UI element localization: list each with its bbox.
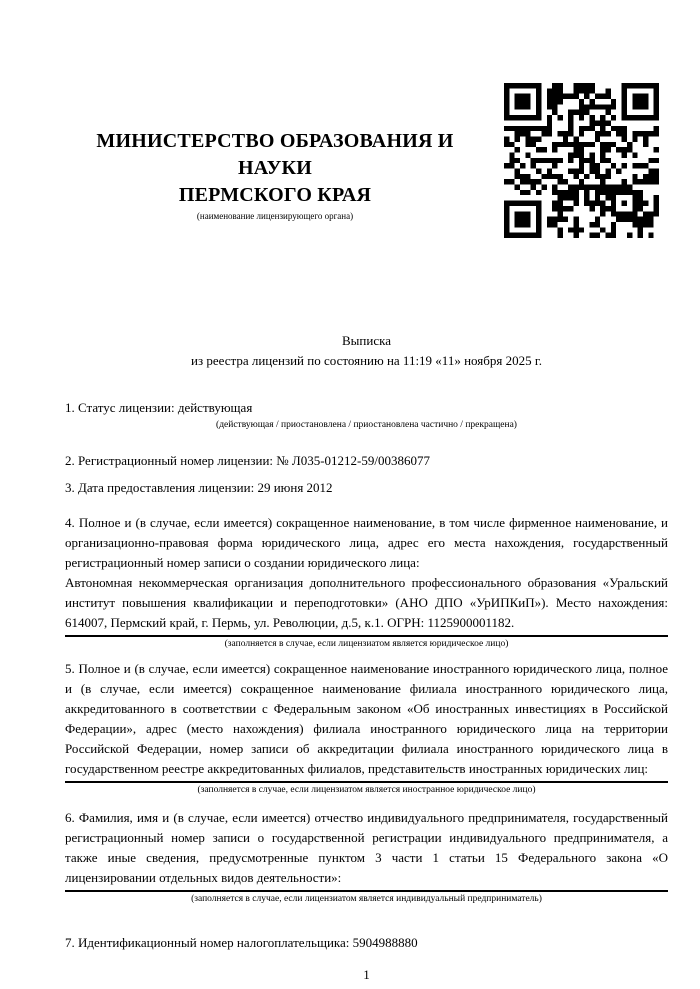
licensing-authority-header (65, 128, 485, 223)
legal-entity-note: (заполняется в случае, если лицензиатом является юридическое лицо) (224, 639, 509, 649)
foreign-entity-note: (заполняется в случае, если лицензиатом является иностранное юридическое лицо) (197, 785, 536, 795)
document-title-line1: Выписка (342, 333, 391, 348)
item-license-grant-date: 3. Дата предоставления лицензии: 29 июня 2012 (65, 480, 333, 495)
legal-entity-label: 4. Полное и (в случае, если имеется) сокращенное наименование, в том числе фирменное наименование, и организационно-правовая форма юридического лица, адрес его места нахождения, государственный регистрационный номер записи о создании юридического лица: (65, 515, 668, 570)
ministry-name-line1: МИНИСТЕРСТВО ОБРАЗОВАНИЯ И НАУКИ (96, 130, 454, 179)
legal-entity-value: Автономная некоммерческая организация дополнительного профессионального образования «Уральский институт повышения квалификации и переподготовки» (АНО ДПО «УрИПКиП»). Место нахождения: 614007, Пермский край, г. Пермь, ул. Революции, д.5, к.1. ОГРН: 1125900001182. (65, 575, 668, 630)
item-individual-entrepreneur (65, 808, 668, 906)
item-registration-number: 2. Регистрационный номер лицензии: № Л035-01212-59/00386077 (65, 453, 431, 468)
licensing-authority-caption: (наименование лицензирующего органа) (196, 211, 354, 221)
item-taxpayer-id: 7. Идентификационный номер налогоплательщика: 5904988880 (65, 935, 418, 950)
item-foreign-entity (65, 659, 668, 797)
individual-entrepreneur-label: 6. Фамилия, имя и (в случае, если имеется) отчество индивидуального предпринимателя, государственный регистрационный номер записи о государственной регистрации индивидуального предпринимателя, а также иные сведения, предусмотренные пунктом 3 части 1 статьи 15 Федерального закона «О лицензировании отдельных видов деятельности»: (65, 810, 668, 885)
individual-entrepreneur-note: (заполняется в случае, если лицензиатом является индивидуальный предприниматель) (191, 894, 542, 904)
item-license-status (65, 398, 668, 432)
document-title-line2: из реестра лицензий по состоянию на 11:19 «11» ноября 2025 г. (191, 353, 542, 368)
page-number: 1 (363, 967, 370, 982)
foreign-entity-label: 5. Полное и (в случае, если имеется) сокращенное наименование иностранного юридического лица, полное и (в случае, если имеется) сокращенное наименование филиала иностранного юридического лица, аккредитованного в соответствии с Федеральным законом «Об иностранных инвестициях в Российской Федерации», адрес (место нахождения) филиала иностранного юридического лица на территории Российской Федерации, номер записи об аккредитации филиала иностранного юридического лица в государственном реестре аккредитованных филиалов, представительств иностранных юридических лиц: (65, 661, 668, 776)
item-legal-entity (65, 513, 668, 651)
ministry-name-line2: ПЕРМСКОГО КРАЯ (178, 184, 372, 206)
document-title (65, 331, 668, 371)
document-content (65, 0, 668, 985)
license-status-note: (действующая / приостановлена / приостановлена частично / прекращена) (216, 420, 517, 430)
license-status-text: 1. Статус лицензии: действующая (65, 400, 253, 415)
